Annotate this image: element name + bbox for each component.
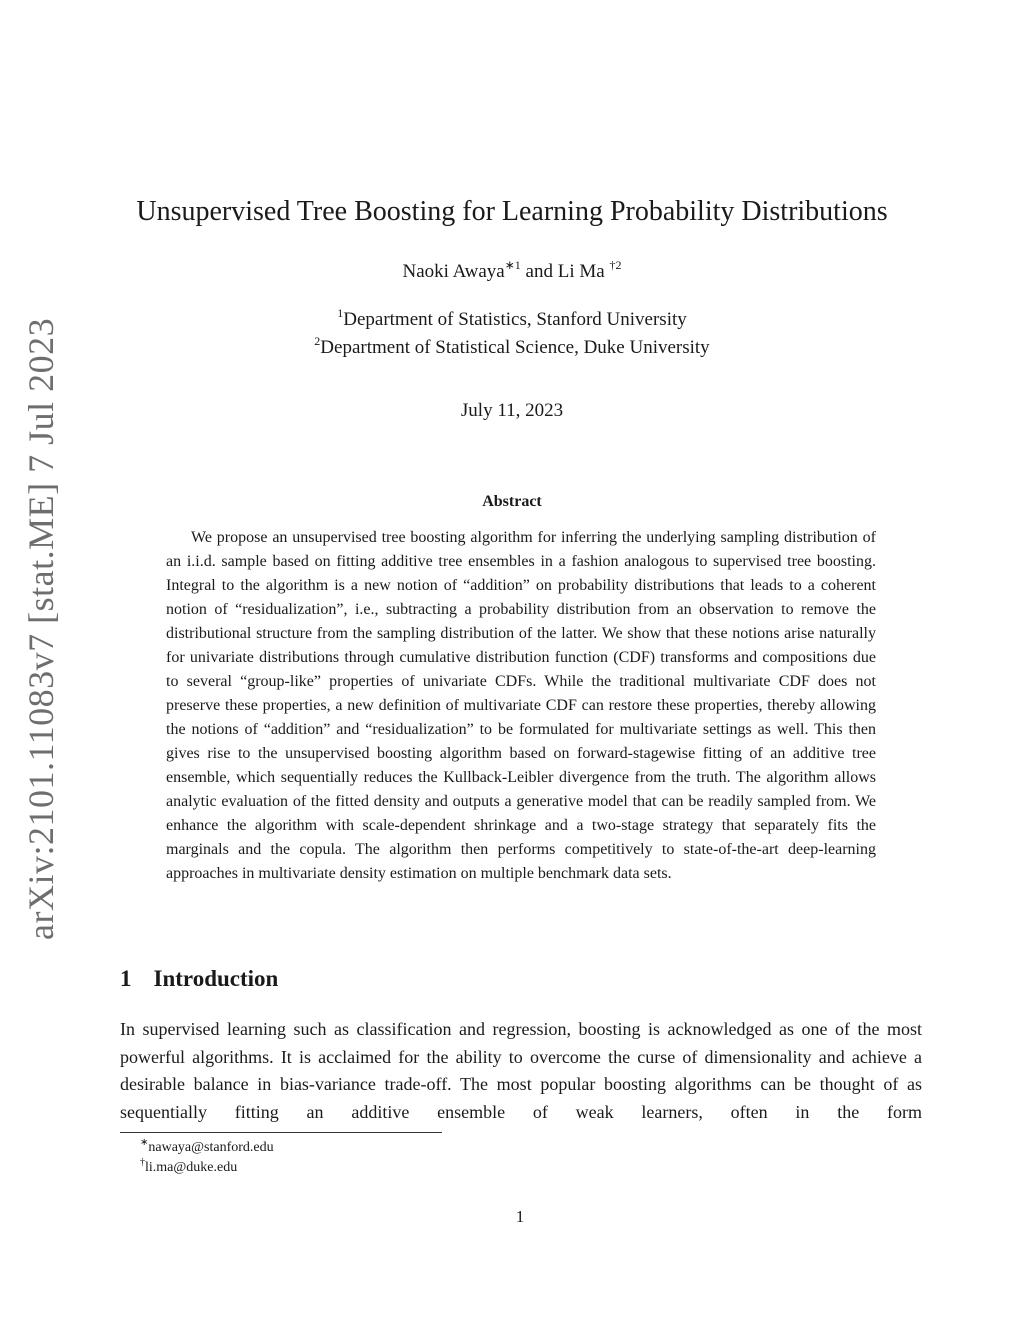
author-name: Naoki Awaya [402, 261, 505, 282]
footnote-mark: † [140, 1157, 145, 1168]
author-line [0, 258, 1024, 283]
page-number: 1 [515, 1207, 525, 1226]
footnote-mark: ∗ [140, 1137, 149, 1148]
affiliation [0, 334, 1024, 359]
arxiv-identifier-stamp: arXiv:2101.11083v7 [stat.ME] 7 Jul 2023 [21, 317, 61, 940]
paper-date: July 11, 2023 [460, 400, 564, 421]
author-name: Li Ma [557, 261, 605, 282]
author-marks: †2 [609, 258, 622, 272]
abstract-text: We propose an unsupervised tree boosting algorithm for inferring the underlying sampling distribution of an i.i.d. sample based on fitting additive tree ensembles in a fashion analogous to supervised tree boosting. Integral to the algorithm is a new notion of “addition” on probability distributions that leads to a coherent notion of “residualization”, i.e., subtracting a probability distribution from an observation to remove the distributional structure from the sampling distribution of the latter. We show that these notions arise naturally for univariate distributions through cumulative distribution function (CDF) transforms and compositions due to several “group-like” properties of univariate CDFs. While the traditional multivariate CDF does not preserve these properties, a new definition of multivariate CDF can restore these properties, thereby allowing the notions of “addition” and “residualization” to be formulated for multivariate settings as well. This then gives rise to the unsupervised boosting algorithm based on forward-stagewise fitting of an additive tree ensemble, which sequentially reduces the Kullback-Leibler divergence from the truth. The algorithm allows analytic evaluation of the fitted density and outputs a generative model that can be readily sampled from. We enhance the algorithm with scale-dependent shrinkage and a two-stage strategy that separately fits the marginals and the copula. The algorithm then performs competitively to state-of-the-art deep-learning approaches in multivariate density estimation on multiple benchmark data sets. [166, 529, 876, 882]
paper-title: Unsupervised Tree Boosting for Learning Probability Distributions [136, 196, 888, 227]
footnote-email: li.ma@duke.edu [145, 1160, 238, 1175]
author-connector: and [525, 261, 553, 282]
affiliation-text: Department of Statistics, Stanford University [343, 309, 687, 330]
affiliation-mark: 2 [314, 334, 321, 348]
section-number: 1 [120, 966, 132, 991]
affiliation-text: Department of Statistical Science, Duke University [320, 337, 710, 358]
footnote [140, 1137, 274, 1156]
introduction-text: In supervised learning such as classification and regression, boosting is acknowledged as one of the most powerful algorithms. It is acclaimed for the ability to overcome the curse of dimensionality and achieve a desirable balance in bias-variance trade-off. The most popular boosting algorithms can be thought of as sequentially fitting an additive ensemble of weak learners, often in the form [120, 1019, 922, 1122]
section-heading [120, 966, 278, 992]
section-title: Introduction [153, 966, 279, 991]
footnote [140, 1157, 237, 1176]
affiliation-mark: 1 [337, 306, 344, 320]
footnote-email: nawaya@stanford.edu [148, 1140, 274, 1155]
abstract-heading: Abstract [482, 493, 542, 510]
author-marks: ∗1 [504, 258, 521, 272]
affiliation [0, 306, 1024, 331]
footnote-divider [120, 1132, 442, 1133]
